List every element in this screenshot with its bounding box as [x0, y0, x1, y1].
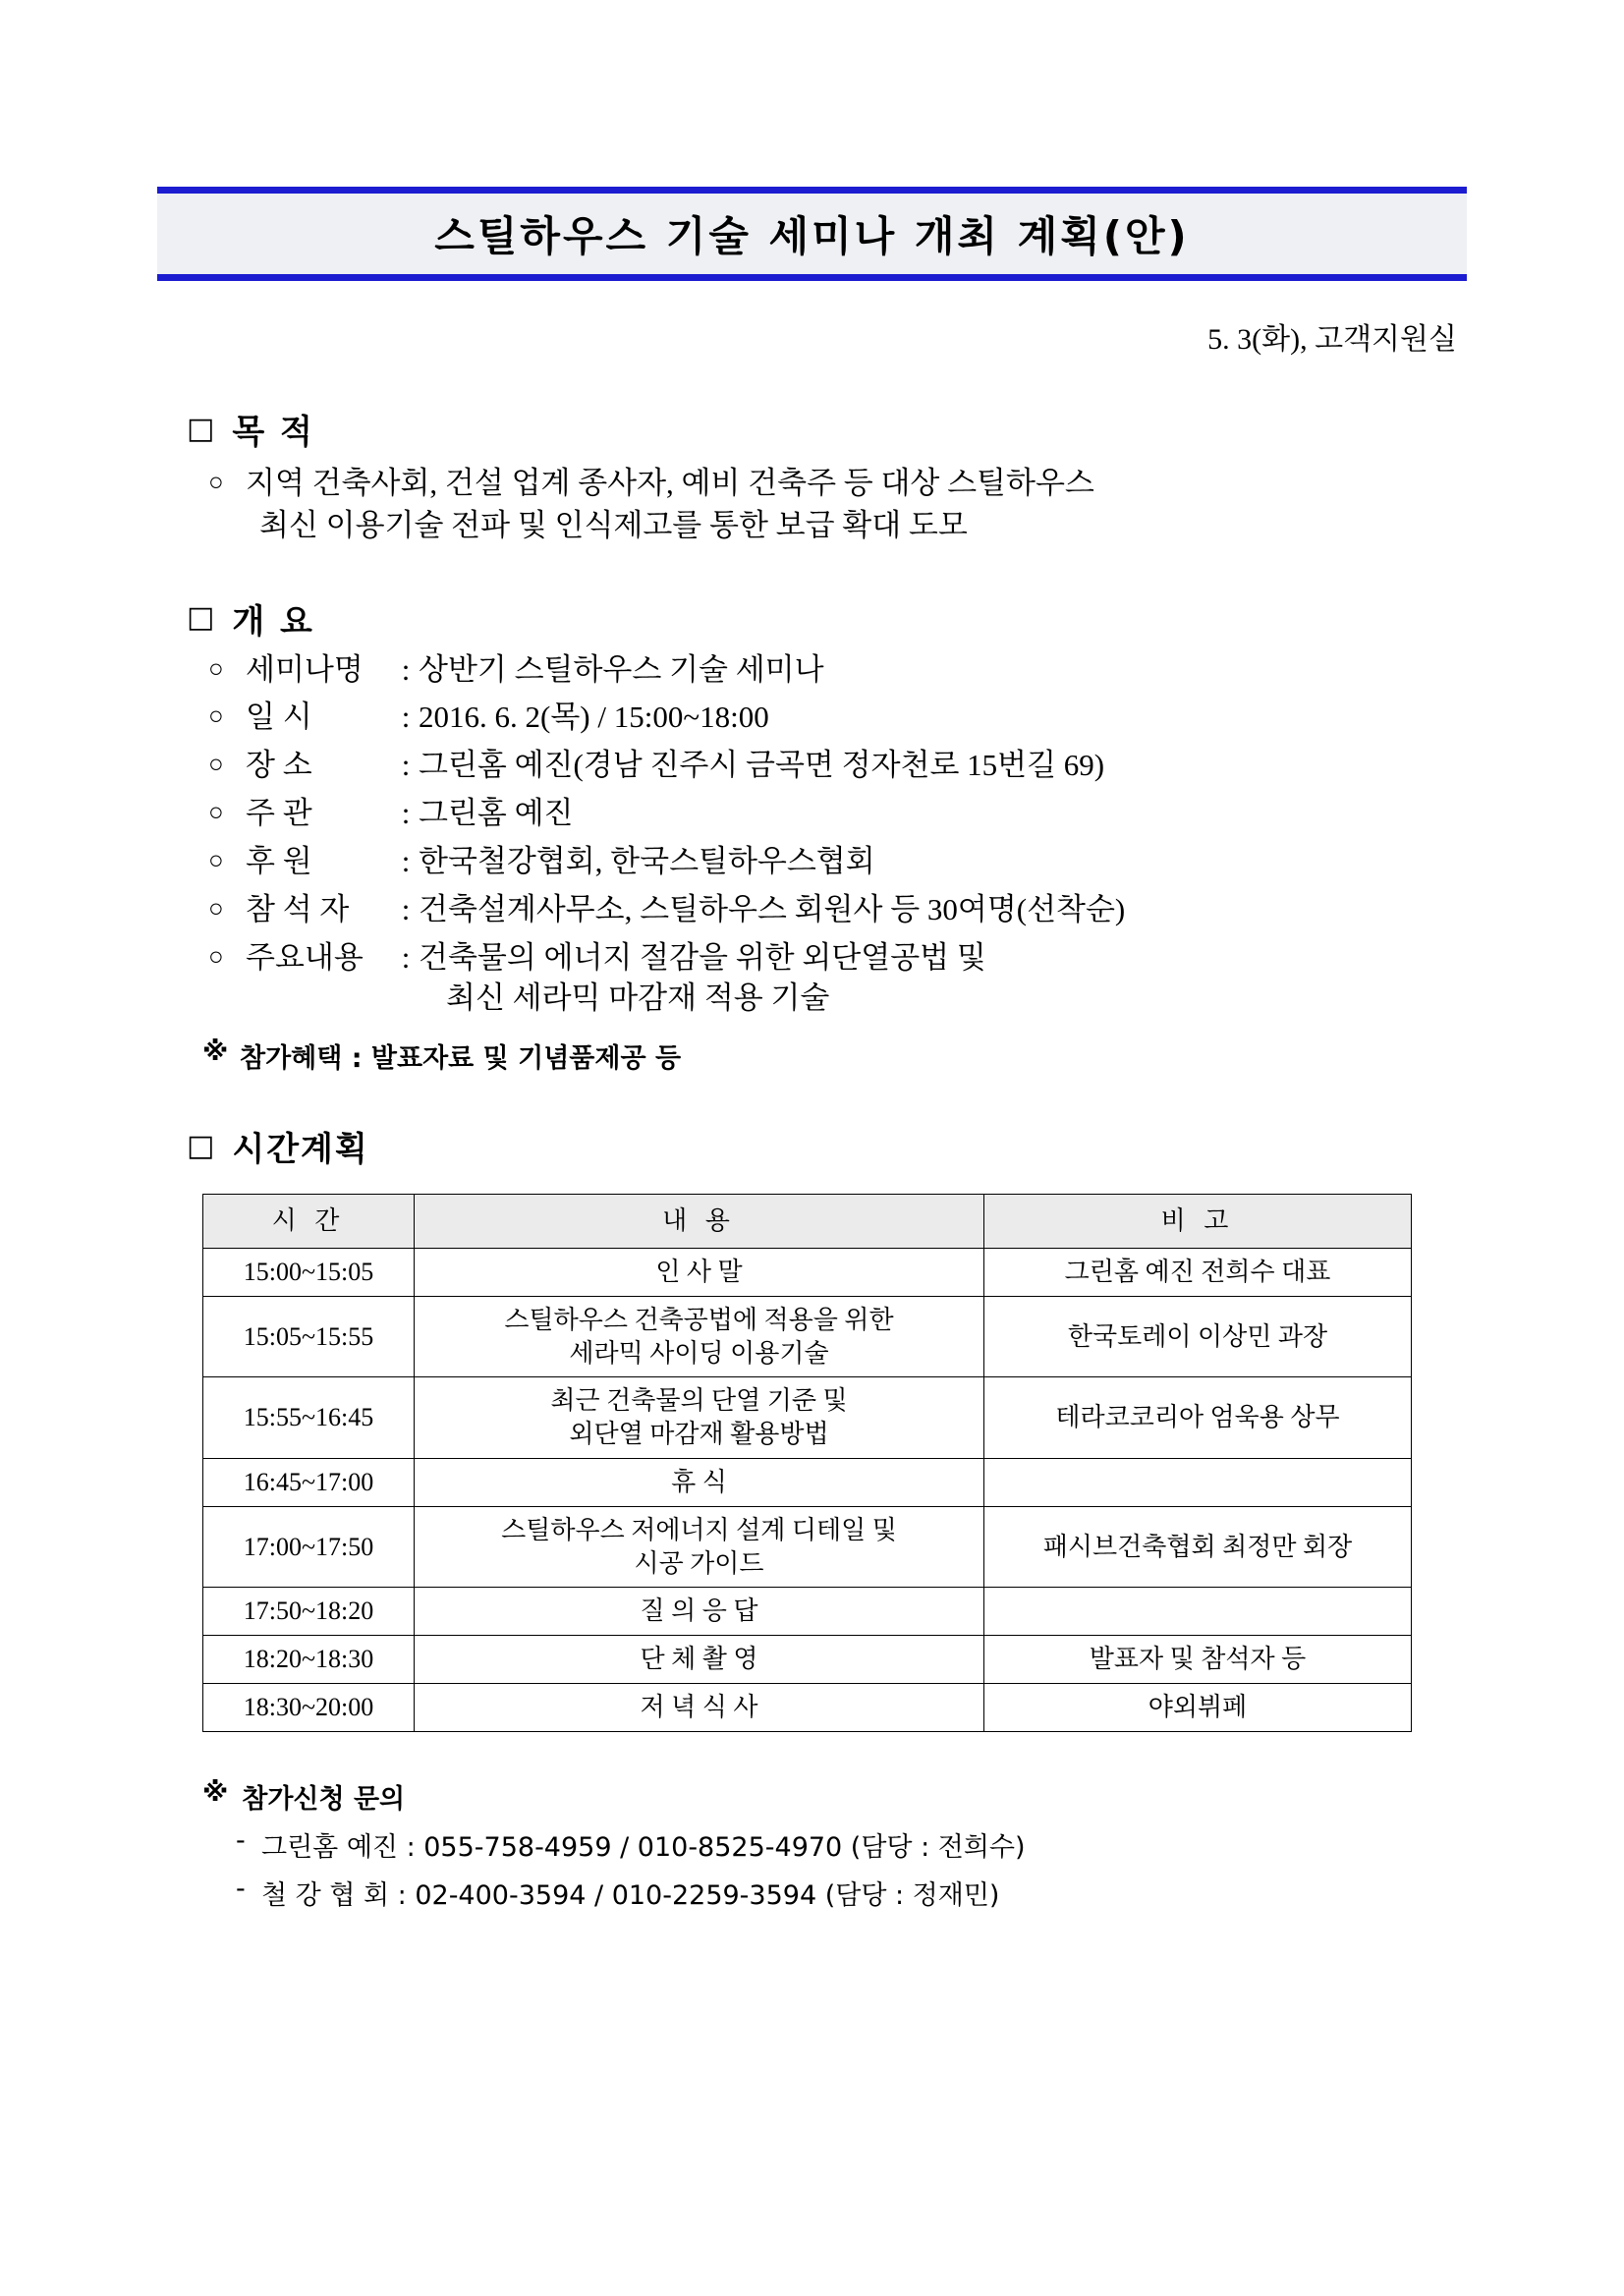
contact-item-text: 그린홈 예진 : 055-758-4959 / 010-8525-4970 (담당 : 전희수) [261, 1831, 1026, 1863]
cell-time: 18:30~20:00 [203, 1684, 415, 1732]
contact-heading [202, 1777, 1477, 1816]
purpose-bullet [208, 463, 1477, 547]
overview-item-colon: : [401, 796, 411, 831]
cell-content [415, 1636, 984, 1684]
cell-content-line-1: 휴 식 [671, 1468, 727, 1497]
column-header-time: 시 간 [203, 1195, 415, 1249]
section-purpose [147, 405, 1477, 547]
overview-item-label: 주요내용 [246, 939, 364, 975]
cell-content-line-2: 외단열 마감재 활용방법 [569, 1420, 829, 1449]
overview-item-colon: : [401, 843, 411, 878]
cell-remark [984, 1459, 1412, 1507]
document-title-banner [157, 187, 1467, 281]
cell-time: 15:55~16:45 [203, 1377, 415, 1459]
square-bullet-icon: □ [187, 411, 215, 446]
cell-content-line-1: 최근 건축물의 단열 기준 및 [550, 1386, 848, 1416]
cell-content-line-1: 스틸하우스 건축공법에 적용을 위한 [504, 1305, 894, 1334]
overview-item-colon: : [401, 891, 411, 926]
overview-item-value: 상반기 스틸하우스 기술 세미나 [419, 651, 824, 687]
section-overview-heading [187, 594, 1477, 643]
section-schedule [147, 1122, 1477, 1732]
dash-icon: - [236, 1824, 246, 1856]
circle-bullet-icon: ○ [208, 798, 224, 827]
table-row [203, 1506, 1412, 1588]
overview-note [202, 1036, 1477, 1075]
overview-item-value: 그린홈 예진 [419, 796, 574, 831]
cell-content [415, 1296, 984, 1377]
cell-content-line-1: 스틸하우스 저에너지 설계 디테일 및 [501, 1515, 897, 1544]
cell-content [415, 1684, 984, 1732]
reference-mark-icon: ※ [202, 1036, 229, 1068]
cell-remark: 야외뷔페 [984, 1684, 1412, 1732]
cell-content [415, 1588, 984, 1636]
overview-item-value: 건축설계사무소, 스틸하우스 회원사 등 30여명(선착순) [419, 891, 1126, 926]
cell-remark: 테라코코리아 엄욱용 상무 [984, 1377, 1412, 1459]
cell-content-line-2: 세라믹 사이딩 이용기술 [569, 1338, 829, 1368]
cell-content [415, 1459, 984, 1507]
column-header-content: 내 용 [415, 1195, 984, 1249]
square-bullet-icon: □ [187, 1128, 215, 1163]
overview-item-value-line-2: 최신 세라믹 마감재 적용 기술 [446, 980, 830, 1016]
page-title: 스틸하우스 기술 세미나 개최 계획(안) [434, 212, 1190, 260]
schedule-table-wrapper [202, 1194, 1477, 1732]
purpose-text [246, 463, 1477, 547]
overview-item-value [419, 937, 1477, 1020]
table-row [203, 1377, 1412, 1459]
section-purpose-heading [187, 405, 1477, 453]
cell-remark: 그린홈 예진 전희수 대표 [984, 1249, 1412, 1297]
overview-item [208, 889, 1477, 930]
cell-remark [984, 1588, 1412, 1636]
cell-time: 17:50~18:20 [203, 1588, 415, 1636]
overview-item [208, 841, 1477, 882]
overview-item-label: 후 원 [246, 843, 312, 878]
cell-remark: 한국토레이 이상민 과장 [984, 1296, 1412, 1377]
section-overview-title: 개 요 [232, 601, 314, 642]
cell-content-line-1: 인 사 말 [655, 1258, 743, 1287]
section-schedule-title: 시간계획 [232, 1130, 369, 1170]
circle-bullet-icon: ○ [208, 701, 224, 731]
overview-item [208, 649, 1477, 691]
purpose-line-2: 최신 이용기술 전파 및 인식제고를 통한 보급 확대 도모 [259, 507, 968, 542]
overview-item-colon: : [401, 939, 411, 975]
contact-heading-text: 참가신청 문의 [242, 1783, 406, 1815]
contact-item [236, 1825, 1477, 1864]
overview-item-label: 장 소 [246, 748, 312, 783]
square-bullet-icon: □ [187, 600, 215, 636]
cell-time: 15:00~15:05 [203, 1249, 415, 1297]
circle-bullet-icon: ○ [208, 750, 224, 779]
circle-bullet-icon: ○ [208, 893, 224, 923]
cell-content-line-2: 시공 가이드 [634, 1548, 764, 1578]
cell-time: 18:20~18:30 [203, 1636, 415, 1684]
table-row [203, 1684, 1412, 1732]
overview-item [208, 745, 1477, 786]
circle-bullet-icon: ○ [208, 468, 224, 496]
overview-item [208, 697, 1477, 738]
schedule-table [202, 1194, 1412, 1732]
cell-content-line-1: 질 의 응 답 [640, 1596, 758, 1626]
section-purpose-title: 목 적 [232, 413, 314, 452]
overview-item [208, 937, 1477, 1020]
overview-note-text: 참가혜택 : 발표자료 및 기념품제공 등 [240, 1043, 682, 1075]
section-schedule-heading [187, 1122, 1477, 1170]
table-row [203, 1249, 1412, 1297]
circle-bullet-icon: ○ [208, 653, 224, 683]
cell-time: 17:00~17:50 [203, 1506, 415, 1588]
overview-item-colon: : [401, 700, 411, 735]
table-row [203, 1296, 1412, 1377]
circle-bullet-icon: ○ [208, 941, 224, 971]
overview-item-colon: : [401, 748, 411, 783]
cell-remark: 패시브건축협회 최정만 회장 [984, 1506, 1412, 1588]
contact-item [236, 1874, 1477, 1912]
overview-item-label: 세미나명 [246, 651, 364, 687]
column-header-remark: 비 고 [984, 1195, 1412, 1249]
overview-item-label: 주 관 [246, 796, 312, 831]
table-row [203, 1588, 1412, 1636]
circle-bullet-icon: ○ [208, 845, 224, 874]
contact-block [202, 1777, 1477, 1912]
contact-item-text: 철 강 협 회 : 02-400-3594 / 010-2259-3594 (담당 : 정재민) [261, 1879, 1000, 1911]
cell-remark: 발표자 및 참석자 등 [984, 1636, 1412, 1684]
table-row [203, 1636, 1412, 1684]
overview-item-value: 한국철강협회, 한국스틸하우스협회 [419, 843, 875, 878]
overview-item-value: 2016. 6. 2(목) / 15:00~18:00 [419, 700, 769, 735]
document-subtitle: 5. 3(화), 고객지원실 [1207, 323, 1457, 356]
purpose-line-1: 지역 건축사회, 건설 업계 종사자, 예비 건축주 등 대상 스틸하우스 [246, 466, 1094, 500]
dash-icon: - [236, 1873, 246, 1904]
overview-item [208, 793, 1477, 834]
overview-item-value-line-1: 건축물의 에너지 절감을 위한 외단열공법 및 [419, 939, 986, 975]
overview-item-colon: : [401, 651, 411, 687]
cell-content-line-1: 단 체 촬 영 [640, 1645, 758, 1674]
cell-time: 15:05~15:55 [203, 1296, 415, 1377]
overview-item-value: 그린홈 예진(경남 진주시 금곡면 정자천로 15번길 69) [419, 748, 1105, 783]
cell-content-line-1: 저 녁 식 사 [640, 1693, 758, 1722]
section-overview [147, 594, 1477, 1076]
cell-content [415, 1506, 984, 1588]
table-header-row [203, 1195, 1412, 1249]
cell-content [415, 1249, 984, 1297]
cell-time: 16:45~17:00 [203, 1459, 415, 1507]
overview-item-label: 참 석 자 [246, 891, 350, 926]
cell-content [415, 1377, 984, 1459]
table-row [203, 1459, 1412, 1507]
reference-mark-icon: ※ [202, 1776, 229, 1808]
overview-item-label: 일 시 [246, 700, 312, 735]
